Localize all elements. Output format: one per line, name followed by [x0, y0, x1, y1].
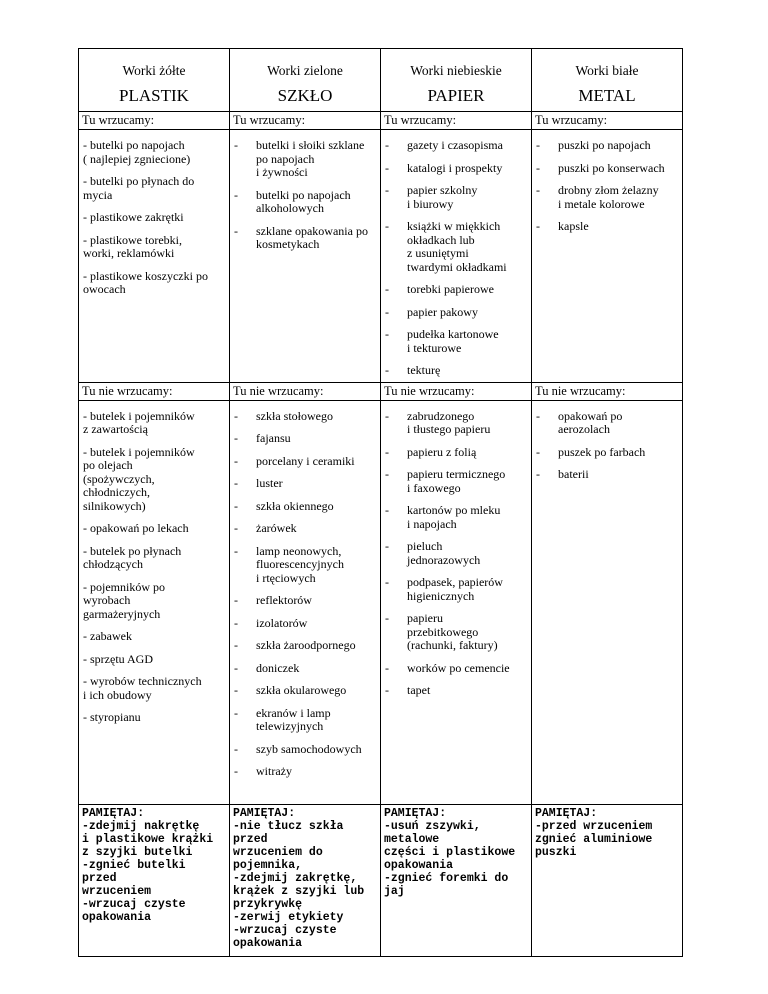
list-item	[83, 211, 225, 225]
bag-label: Worki zielone	[267, 63, 343, 78]
list-item	[234, 410, 376, 424]
out-label: Tu nie wrzucamy:	[230, 382, 381, 400]
list-item-text: puszki po konserwach	[558, 160, 665, 175]
in-label-row	[79, 112, 683, 130]
list-item-text: - zabawek	[83, 629, 132, 643]
list-item	[536, 468, 678, 482]
out-label-row	[79, 382, 683, 400]
bullet-dash: -	[385, 539, 389, 553]
remember-note	[79, 804, 230, 956]
list-item-text: doniczek	[256, 660, 300, 675]
remember-text: PAMIĘTAJ: -zdejmij nakrętkę i plastikowe krążki z szyjki butelki -zgnieć butelki przed wrzuceniem -wrzucaj czyste opakowania	[82, 806, 214, 924]
bullet-dash: -	[385, 363, 389, 377]
list-item-text: - butelek i pojemników z zawartością	[83, 408, 195, 436]
list-item	[385, 220, 527, 274]
list-item	[385, 306, 527, 320]
list-item	[385, 504, 527, 531]
list-item	[83, 545, 225, 572]
bullet-dash: -	[385, 282, 389, 296]
list-item-text: - butelki po napojach ( najlepiej zgniecione)	[83, 138, 191, 166]
out-items-glass	[230, 400, 381, 804]
material-title: PLASTIK	[119, 86, 189, 105]
list-item-text: - butelek po płynach chłodzących	[83, 543, 182, 571]
list-item	[234, 455, 376, 469]
in-items-plastic	[79, 130, 230, 383]
bullet-dash: -	[385, 575, 389, 589]
list-item	[234, 639, 376, 653]
material-title: SZKŁO	[277, 86, 333, 105]
remember-row	[79, 804, 683, 956]
out-label: Tu nie wrzucamy:	[532, 382, 683, 400]
list-item-text: szklane opakowania po kosmetykach	[256, 223, 368, 251]
list-item	[385, 540, 527, 567]
list-item	[83, 675, 225, 702]
list-item-text: gazety i czasopisma	[407, 138, 503, 152]
list-item	[385, 684, 527, 698]
list-item	[83, 581, 225, 622]
remember-note	[381, 804, 532, 956]
list-item	[234, 684, 376, 698]
bullet-dash: -	[234, 638, 238, 652]
bullet-dash: -	[385, 660, 389, 675]
in-items-metal	[532, 130, 683, 383]
list-item	[385, 184, 527, 211]
list-item-text: puszki po napojach	[558, 138, 651, 152]
list-item	[234, 617, 376, 631]
list-item-text: papier szkolny i biurowy	[407, 183, 478, 211]
list-item-text: szyb samochodowych	[256, 741, 362, 756]
bullet-dash: -	[385, 160, 389, 175]
list-item	[385, 283, 527, 297]
list-item-text: - opakowań po lekach	[83, 521, 189, 535]
list-item-text: - plastikowe torebki, worki, reklamówki	[83, 232, 182, 260]
bullet-dash: -	[234, 521, 238, 535]
in-items-paper	[381, 130, 532, 383]
header-row	[79, 49, 683, 112]
list-item-text: książki w miękkich okładkach lub z usuniętymi twardymi okładkami	[407, 219, 507, 274]
list-item-text: - wyrobów technicznych i ich obudowy	[83, 674, 202, 702]
out-items-paper	[381, 400, 532, 804]
bullet-dash: -	[536, 160, 540, 175]
bullet-dash: -	[385, 467, 389, 481]
list-item-text: opakowań po aerozolach	[558, 408, 623, 436]
bullet-dash: -	[536, 408, 540, 423]
list-item-text: - butelki po płynach do mycia	[83, 174, 195, 202]
bullet-dash: -	[536, 138, 540, 152]
list-item-text: papieru termicznego i faxowego	[407, 467, 506, 495]
bullet-dash: -	[385, 444, 389, 459]
list-item	[83, 653, 225, 667]
list-item-text: papier pakowy	[407, 304, 478, 319]
list-item-text: baterii	[558, 467, 589, 481]
list-item	[536, 220, 678, 234]
bag-label: Worki żółte	[122, 63, 186, 78]
list-item-text: zabrudzonego i tłustego papieru	[407, 408, 491, 436]
out-items-metal	[532, 400, 683, 804]
list-item	[385, 139, 527, 153]
list-item-text: - plastikowe zakrętki	[83, 210, 184, 224]
list-item	[234, 139, 376, 180]
list-item	[385, 410, 527, 437]
bullet-dash: -	[536, 444, 540, 459]
list-item-text: pudełka kartonowe i tekturowe	[407, 327, 499, 355]
list-item-text: - plastikowe koszyczki po owocach	[83, 268, 208, 296]
list-item	[536, 446, 678, 460]
list-item	[234, 189, 376, 216]
bullet-dash: -	[234, 453, 238, 468]
list-item	[83, 139, 225, 166]
remember-note	[532, 804, 683, 956]
header-metal	[532, 49, 683, 112]
bag-label: Worki niebieskie	[410, 63, 502, 78]
list-item	[234, 662, 376, 676]
list-item-text: porcelany i ceramiki	[256, 453, 355, 468]
list-item-text: szkła okiennego	[256, 498, 334, 513]
list-item-text: kapsle	[558, 219, 589, 233]
list-item	[83, 234, 225, 261]
list-item	[385, 468, 527, 495]
list-item	[234, 594, 376, 608]
list-item-text: torebki papierowe	[407, 282, 494, 296]
list-item-text: luster	[256, 476, 283, 490]
bullet-dash: -	[536, 183, 540, 197]
list-item	[385, 364, 527, 378]
list-item	[234, 477, 376, 491]
list-item-text: szkła stołowego	[256, 408, 333, 423]
header-plastic	[79, 49, 230, 112]
list-item-text: katalogi i prospekty	[407, 160, 503, 175]
bag-label: Worki białe	[575, 63, 639, 78]
out-label: Tu nie wrzucamy:	[381, 382, 532, 400]
list-item	[385, 576, 527, 603]
list-item	[83, 446, 225, 514]
bullet-dash: -	[234, 431, 238, 445]
list-item	[536, 184, 678, 211]
list-item	[83, 711, 225, 725]
bullet-dash: -	[234, 764, 238, 778]
bullet-dash: -	[234, 660, 238, 675]
list-item-text: tekturę	[407, 363, 441, 377]
material-title: PAPIER	[427, 86, 485, 105]
list-item	[536, 162, 678, 176]
list-item-text: izolatorów	[256, 615, 308, 630]
bullet-dash: -	[385, 183, 389, 197]
list-item	[234, 432, 376, 446]
list-item	[234, 707, 376, 734]
bullet-dash: -	[536, 219, 540, 233]
list-item-text: - styropianu	[83, 710, 141, 724]
bullet-dash: -	[234, 543, 238, 558]
list-item-text: lamp neonowych, fluorescencyjnych i rtęciowych	[256, 543, 344, 585]
list-item	[234, 500, 376, 514]
bullet-dash: -	[536, 467, 540, 481]
list-item-text: papieru przebitkowego (rachunki, faktury)	[407, 611, 498, 652]
list-item-text: tapet	[407, 683, 431, 697]
bullet-dash: -	[234, 683, 238, 697]
bullet-dash: -	[234, 705, 238, 720]
list-item-text: szkła okularowego	[256, 683, 347, 697]
in-label: Tu wrzucamy:	[79, 112, 230, 130]
list-item	[83, 410, 225, 437]
list-item-text: podpasek, papierów higienicznych	[407, 575, 503, 603]
list-item-text: worków po cemencie	[407, 660, 510, 675]
bullet-dash: -	[234, 593, 238, 607]
material-title: METAL	[578, 86, 636, 105]
list-item-text: - sprzętu AGD	[83, 651, 153, 666]
list-item-text: drobny złom żelazny i metale kolorowe	[558, 183, 659, 211]
remember-note	[230, 804, 381, 956]
list-item-text: fajansu	[256, 431, 291, 445]
remember-text: PAMIĘTAJ: -nie tłucz szkła przed wrzuceniem do pojemnika, -zdejmij zakrętkę, krążek z szyjki lub przykrywkę -zerwij etykiety -wrzucaj czyste opakowania	[233, 806, 365, 950]
bullet-dash: -	[234, 498, 238, 513]
list-item-text: kartonów po mleku i napojach	[407, 503, 501, 531]
bullet-dash: -	[385, 138, 389, 152]
list-item	[83, 630, 225, 644]
list-item	[385, 612, 527, 653]
bullet-dash: -	[234, 138, 238, 152]
list-item-text: - butelek i pojemników po olejach (spożywczych, chłodniczych, silnikowych)	[83, 444, 195, 513]
list-item-text: pieluch jednorazowych	[407, 539, 481, 567]
out-items-plastic	[79, 400, 230, 804]
bullet-dash: -	[385, 304, 389, 319]
list-item-text: ekranów i lamp telewizyjnych	[256, 705, 331, 733]
bullet-dash: -	[234, 741, 238, 756]
bullet-dash: -	[234, 223, 238, 238]
remember-text: PAMIĘTAJ: -usuń zszywki, metalowe części i plastikowe opakowania -zgnieć foremki do jaj	[384, 806, 516, 898]
list-item	[234, 522, 376, 536]
list-item-text: witraży	[256, 764, 292, 778]
list-item	[536, 139, 678, 153]
list-item	[234, 225, 376, 252]
bullet-dash: -	[385, 219, 389, 233]
waste-sorting-table-page	[78, 48, 682, 957]
in-label: Tu wrzucamy:	[532, 112, 683, 130]
list-item	[83, 270, 225, 297]
list-item-text: szkła żaroodpornego	[256, 638, 356, 652]
list-item-text: butelki i słoiki szklane po napojach i żywności	[256, 138, 365, 179]
list-item-text: papieru z folią	[407, 444, 477, 459]
in-label: Tu wrzucamy:	[230, 112, 381, 130]
bullet-dash: -	[234, 187, 238, 202]
header-glass	[230, 49, 381, 112]
bullet-dash: -	[385, 408, 389, 423]
bullet-dash: -	[385, 611, 389, 625]
list-item-text: butelki po napojach alkoholowych	[256, 187, 351, 215]
remember-text: PAMIĘTAJ: -przed wrzuceniem zgnieć aluminiowe puszki	[535, 806, 653, 859]
bullet-dash: -	[385, 327, 389, 341]
list-item	[385, 328, 527, 355]
bullet-dash: -	[234, 615, 238, 630]
in-items-row	[79, 130, 683, 383]
in-label: Tu wrzucamy:	[381, 112, 532, 130]
list-item	[234, 545, 376, 586]
list-item	[536, 410, 678, 437]
list-item	[83, 175, 225, 202]
out-items-row	[79, 400, 683, 804]
list-item	[83, 522, 225, 536]
in-items-glass	[230, 130, 381, 383]
bullet-dash: -	[385, 503, 389, 517]
list-item-text: reflektorów	[256, 593, 312, 607]
list-item	[385, 662, 527, 676]
waste-sorting-table	[78, 48, 683, 957]
out-label: Tu nie wrzucamy:	[79, 382, 230, 400]
bullet-dash: -	[385, 683, 389, 697]
list-item	[385, 446, 527, 460]
list-item-text: żarówek	[256, 521, 297, 535]
list-item	[234, 765, 376, 779]
bullet-dash: -	[234, 476, 238, 490]
list-item-text: - pojemników po wyrobach garmażeryjnych	[83, 579, 165, 621]
header-paper	[381, 49, 532, 112]
list-item	[234, 743, 376, 757]
list-item	[385, 162, 527, 176]
list-item-text: puszek po farbach	[558, 444, 646, 459]
bullet-dash: -	[234, 408, 238, 423]
